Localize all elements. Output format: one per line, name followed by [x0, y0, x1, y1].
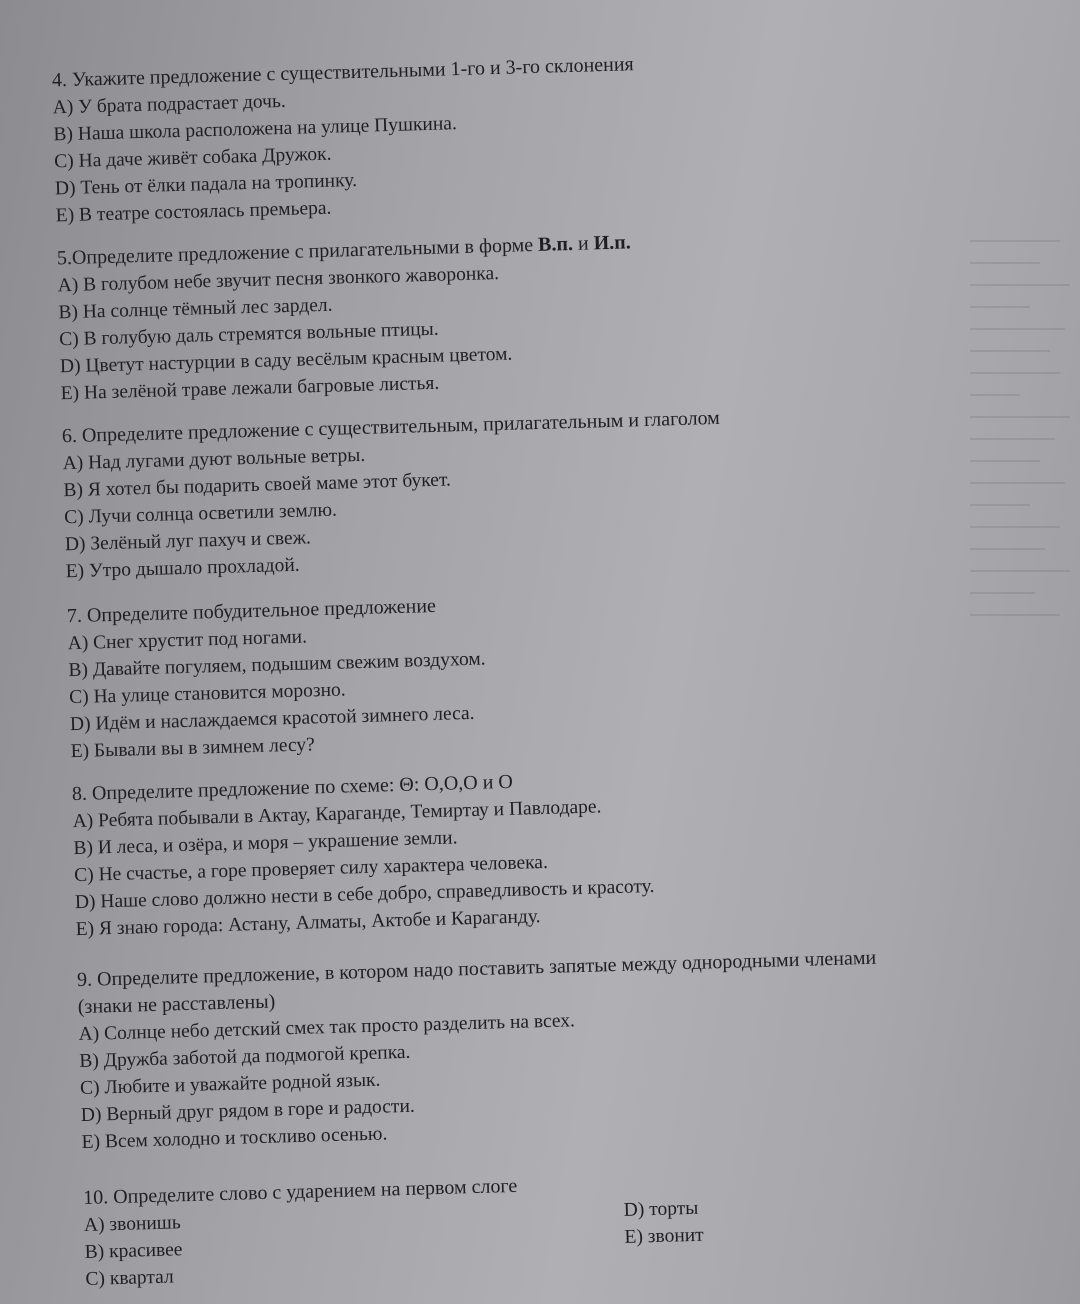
question-8 [72, 753, 1080, 943]
question-subtitle: (знаки не расставлены) [77, 990, 276, 1019]
question-4 [52, 39, 1066, 229]
answer-option: D) Наше слово должно нести в себе добро, справедливость и красоту. [74, 875, 655, 914]
question-9 [77, 939, 1080, 1156]
answer-option: C) Не счастье, а горе проверяет силу характера человека. [73, 851, 549, 887]
answer-option: D) Идём и наслаждаемся красотой зимнего леса. [69, 702, 475, 736]
answer-column-right [623, 1195, 704, 1251]
question-10 [83, 1157, 1080, 1293]
question-7 [67, 575, 1080, 765]
question-title-text: 5.Определите предложение с прилагательными в форме [56, 234, 534, 270]
answer-option: A) звонишь [83, 1212, 181, 1236]
answer-option: C) Лучи солнца осветили землю. [63, 499, 338, 529]
question-title: 9. Определите предложение, в котором надо поставить запятые между однородными членами [76, 946, 877, 992]
answer-option: D) Верный друг рядом в горе и радости. [80, 1095, 416, 1127]
question-title: 8. Определите предложение по схеме: Θ: О,О,О и О [71, 770, 514, 806]
answer-option: C) На даче живёт собака Дружок. [53, 143, 332, 173]
answer-option: A) Снег хрустит под ногами. [67, 626, 308, 655]
answer-option: B) Наша школа расположена на улице Пушкина. [53, 113, 458, 146]
question-title: 6. Определите предложение с существительным, прилагательным и глаголом [61, 406, 721, 448]
answer-option: B) Дружба заботой да подмогой крепка. [79, 1041, 411, 1073]
answer-option: D) Зелёный луг пахуч и свеж. [64, 527, 312, 556]
answer-option: B) И леса, и озёра, и моря – украшение земли. [73, 827, 458, 860]
answer-option: B) Я хотел бы подарить своей маме этот букет. [63, 469, 452, 502]
answer-option: A) У брата подрастает дочь. [52, 90, 287, 119]
case-abbrev-nominative: И.п. [593, 231, 632, 255]
answer-option: D) Цветут настурции в саду весёлым красным цветом. [59, 343, 513, 378]
answer-option: A) Над лугами дуют вольные ветры. [62, 444, 366, 475]
case-abbrev-accusative: В.п. [537, 232, 574, 256]
answer-option: B) красивее [84, 1239, 183, 1263]
answer-option: C) В голубую даль стремятся вольные птицы. [58, 318, 439, 351]
question-title: 10. Определите слово с ударением на первом слоге [82, 1174, 518, 1209]
answer-option: C) Любите и уважайте родной язык. [79, 1069, 381, 1100]
answer-option: E) Я знаю города: Астану, Алматы, Актобе и Караганду. [75, 906, 541, 941]
question-6 [62, 395, 1076, 585]
answer-option: D) торты [623, 1197, 699, 1221]
answer-option: C) На улице становится морозно. [68, 679, 346, 709]
answer-option: A) Ребята побывали в Актау, Караганде, Темиртау и Павлодаре. [72, 796, 602, 833]
answer-option: E) В театре состоялась премьера. [55, 197, 332, 227]
question-5 [57, 217, 1071, 407]
answer-option: E) На зелёной траве лежали багровые листья. [60, 372, 440, 405]
question-title: 4. Укажите предложение с существительными 1-го и 3-го склонения [51, 53, 635, 92]
answer-option: A) Солнце небо детский смех так просто разделить на всех. [78, 1010, 576, 1046]
answer-option: C) квартал [85, 1266, 174, 1290]
conjunction: и [577, 232, 589, 255]
answer-option: B) Давайте погуляем, подышим свежим воздухом. [68, 648, 486, 682]
answer-option: A) В голубом небе звучит песня звонкого жаворонка. [57, 263, 500, 297]
answer-option: E) Утро дышало прохладой. [65, 554, 300, 583]
answer-option: D) Тень от ёлки падала на тропинку. [54, 169, 358, 200]
test-page [30, 0, 1080, 1299]
question-title: 7. Определите побудительное предложение [66, 594, 437, 628]
answer-option: E) Всем холодно и тоскливо осенью. [81, 1123, 388, 1153]
answer-option: B) На солнце тёмный лес зардел. [58, 294, 333, 324]
answer-option: E) Бывали вы в зимнем лесу? [70, 734, 316, 763]
answer-option: E) звонит [624, 1224, 704, 1248]
